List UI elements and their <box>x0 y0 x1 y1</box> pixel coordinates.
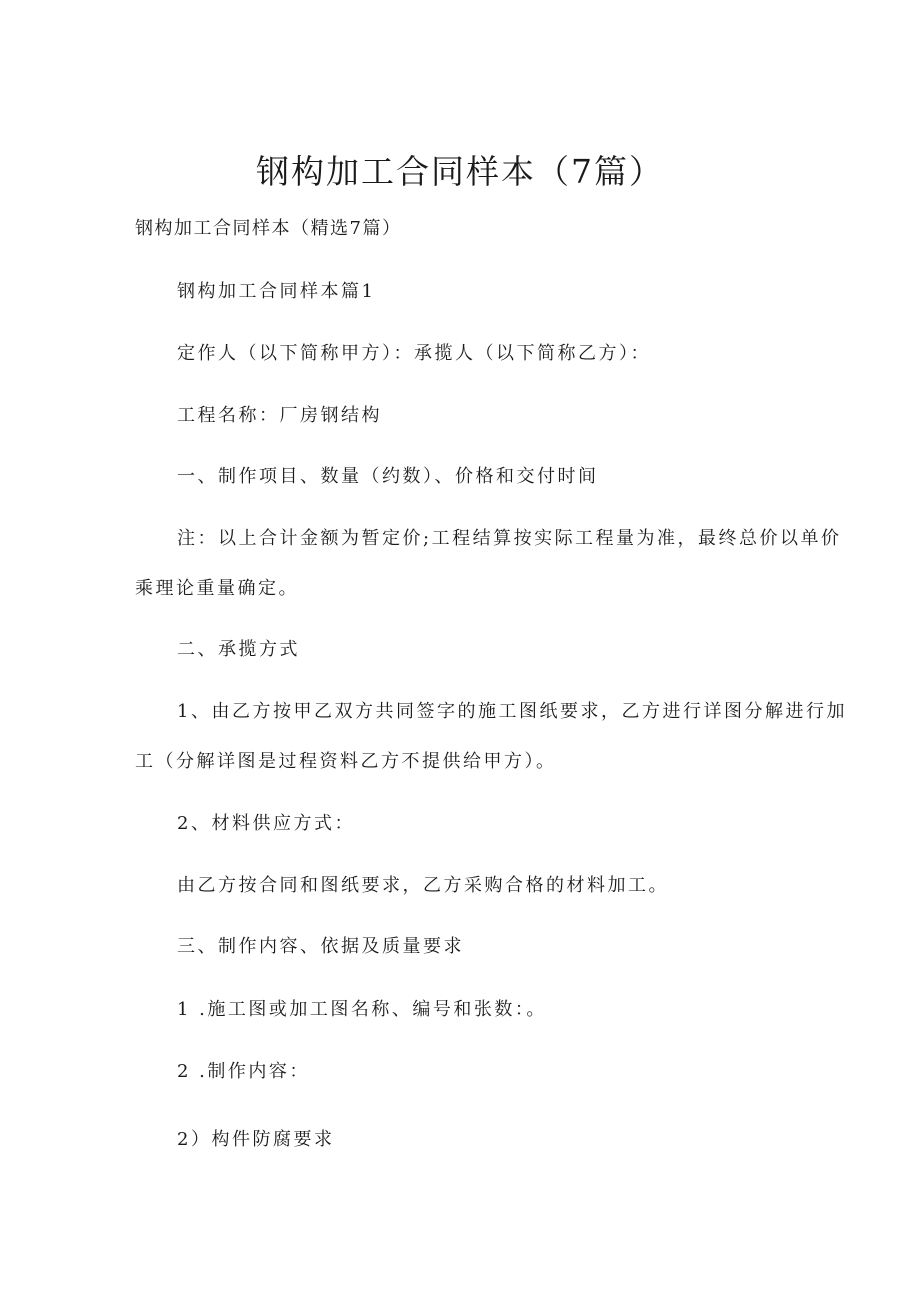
section-2-heading: 二、承揽方式 <box>177 639 300 660</box>
clause-2-1-line-2: 工（分解详图是过程资料乙方不提供给甲方）。 <box>135 751 557 772</box>
section-1-heading: 一、制作项目、数量（约数）、价格和交付时间 <box>177 466 599 487</box>
section-heading-part1: 钢构加工合同样本篇1 <box>177 281 376 302</box>
clause-3-1: 1 .施工图或加工图名称、编号和张数：。 <box>177 999 547 1020</box>
clause-2-1-line-1: 1、由乙方按甲乙双方共同签字的施工图纸要求，乙方进行详图分解进行加 <box>177 701 847 722</box>
clause-2-2-heading: 2、材料供应方式： <box>177 813 355 834</box>
section-3-heading: 三、制作内容、依据及质量要求 <box>177 936 464 957</box>
parties-line: 定作人（以下简称甲方）：承揽人（以下简称乙方）： <box>177 343 651 364</box>
clause-3-2-2: 2）构件防腐要求 <box>177 1129 335 1150</box>
project-name-line: 工程名称：厂房钢结构 <box>177 405 382 426</box>
document-title: 钢构加工合同样本（7篇） <box>256 152 664 191</box>
clause-2-2-text: 由乙方按合同和图纸要求，乙方采购合格的材料加工。 <box>177 875 669 896</box>
clause-3-2: 2 .制作内容： <box>177 1061 310 1082</box>
note-paragraph-line-2: 乘理论重量确定。 <box>135 578 299 599</box>
note-paragraph-line-1: 注：以上合计金额为暂定价;工程结算按实际工程量为准，最终总价以单价 <box>177 528 842 549</box>
document-subtitle: 钢构加工合同样本（精选7篇） <box>135 218 402 239</box>
